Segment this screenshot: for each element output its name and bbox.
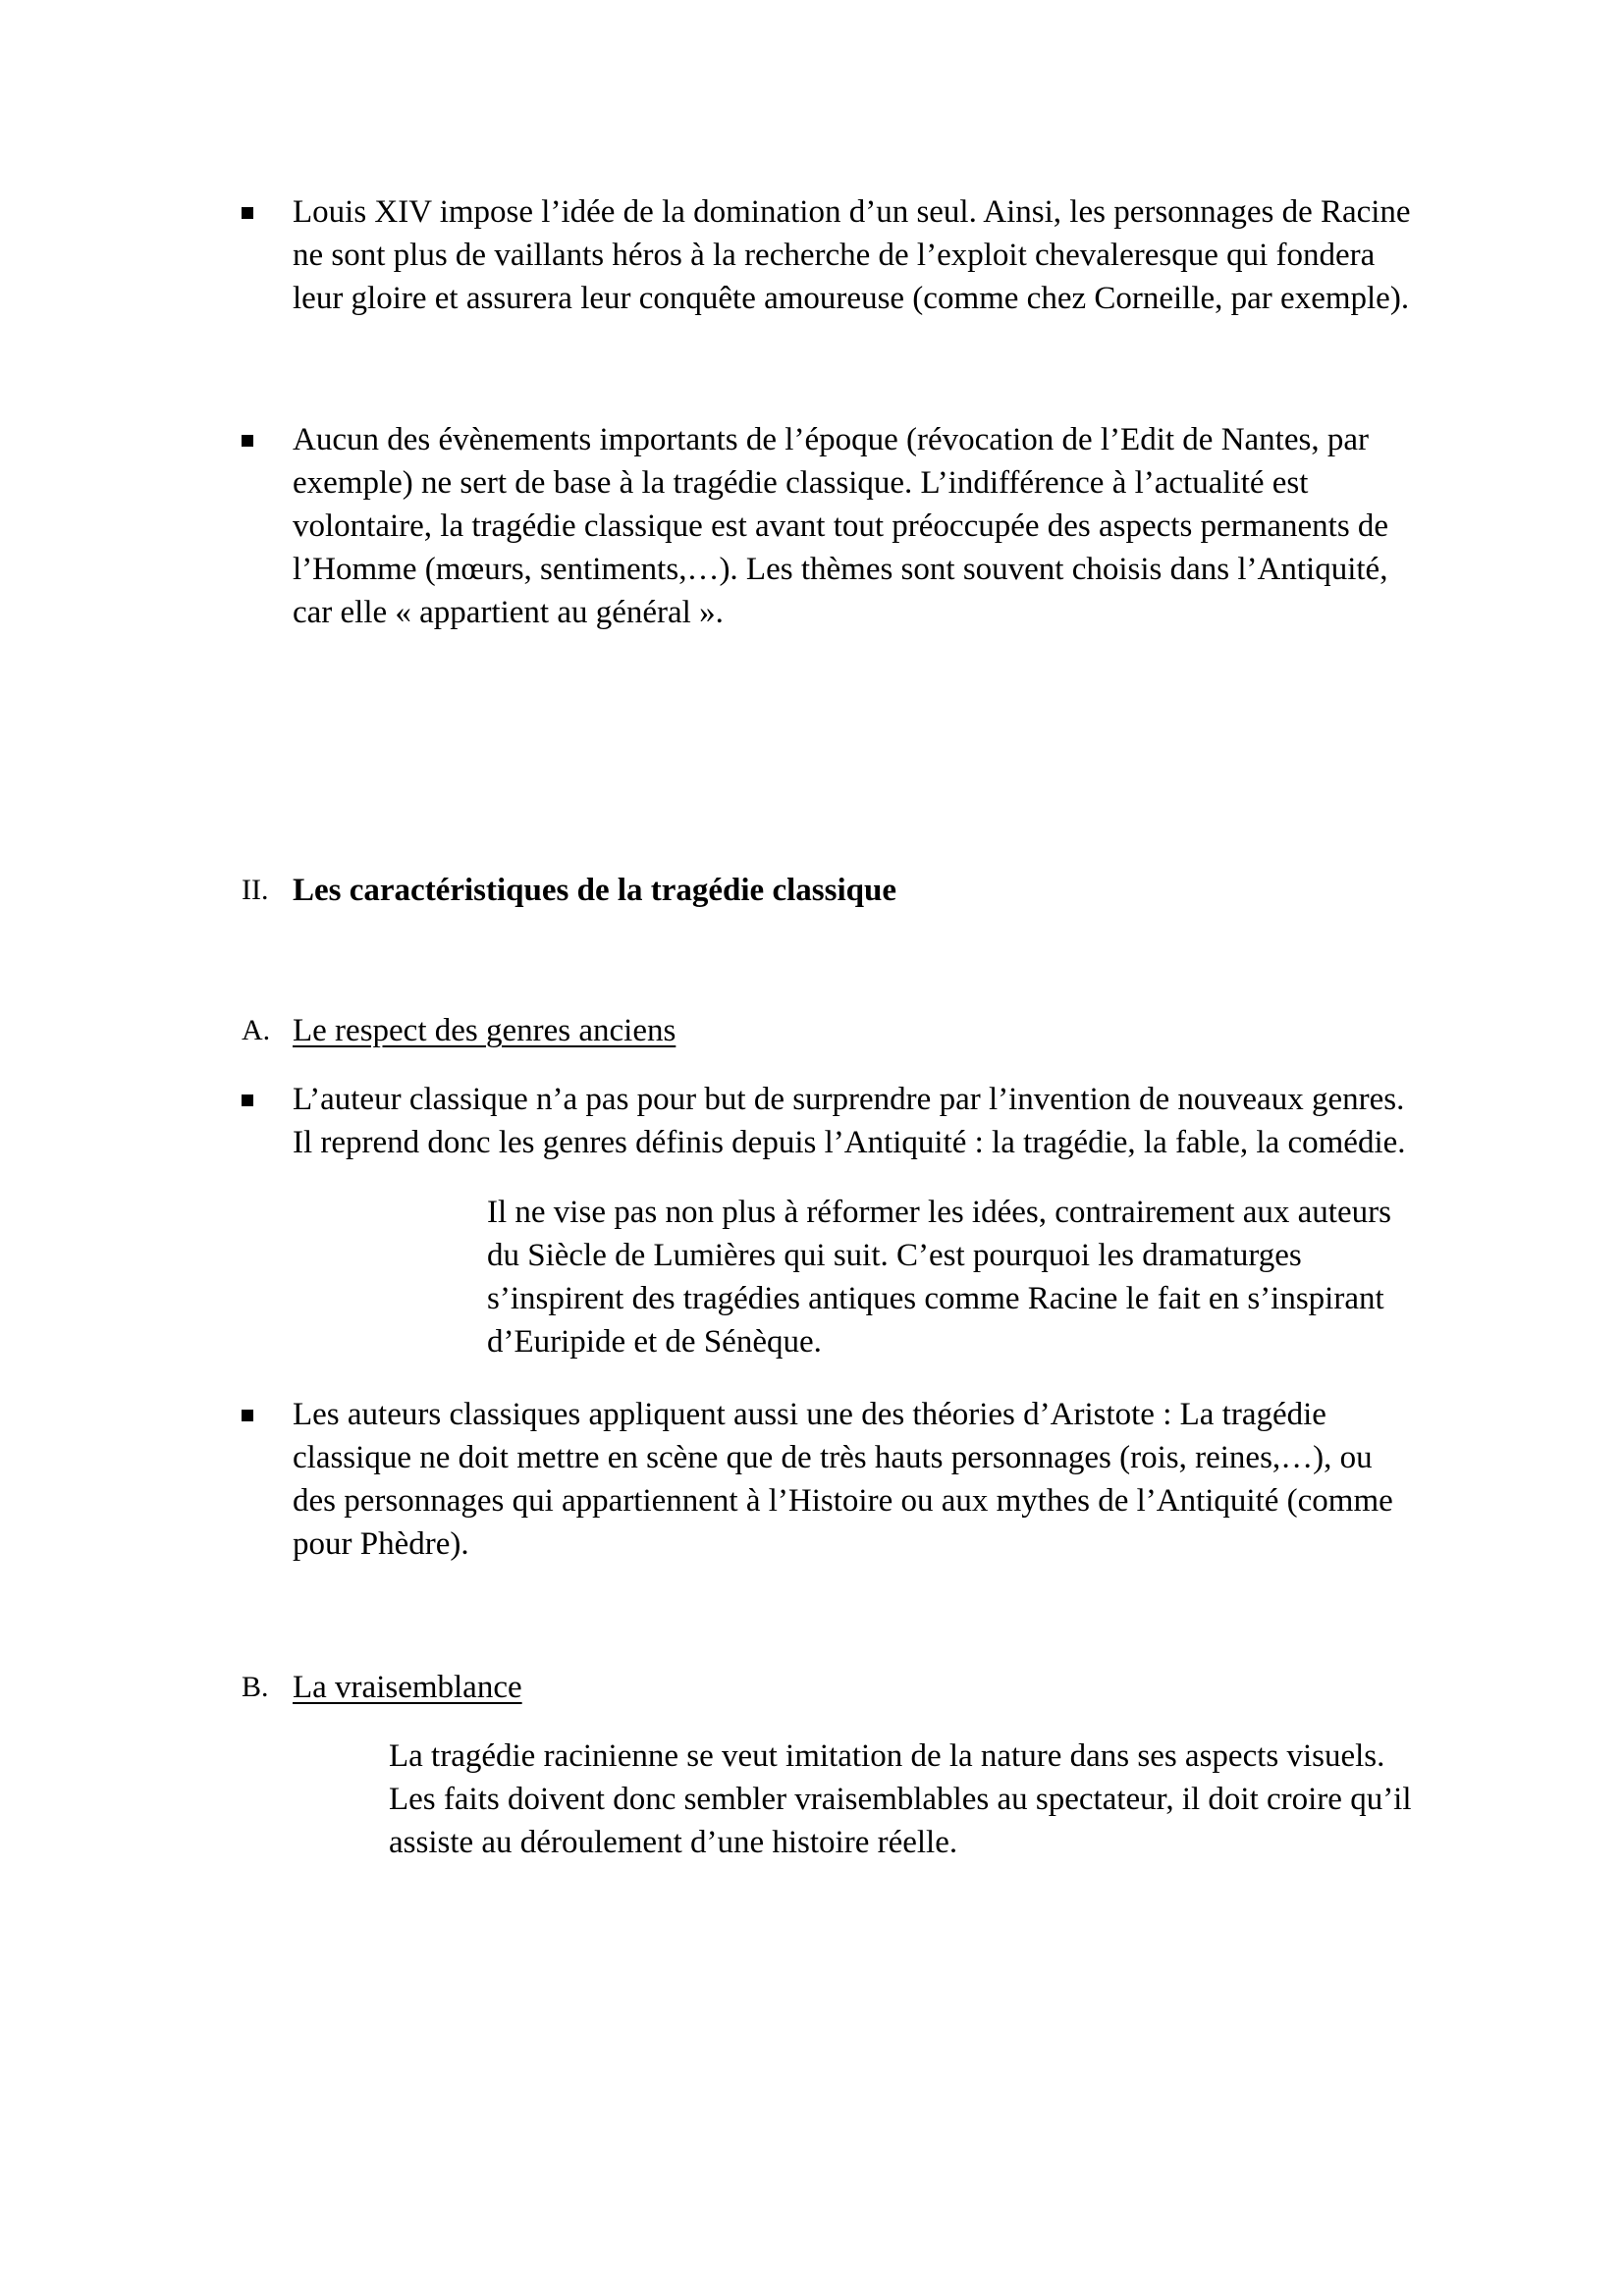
- text-line: Les auteurs classiques appliquent aussi une des théories d’Aristote : La tragédie: [293, 1397, 1326, 1432]
- subsection-letter: B.: [242, 1671, 269, 1703]
- vraisemblance-paragraph: [389, 1735, 1469, 1864]
- text-line: La tragédie racinienne se veut imitation de la nature dans ses aspects visuels.: [389, 1738, 1385, 1774]
- text-line: des personnages qui appartiennent à l’Histoire ou aux mythes de l’Antiquité (comme: [293, 1483, 1393, 1519]
- text-line: volontaire, la tragédie classique est avant tout préoccupée des aspects permanents de: [293, 508, 1389, 544]
- bullet-square-icon: [242, 1095, 253, 1106]
- text-line: exemple) ne sert de base à la tragédie classique. L’indifférence à l’actualité est: [293, 465, 1309, 501]
- paragraph-evenements: [293, 418, 1451, 634]
- paragraph-aristote: [293, 1393, 1451, 1566]
- subsection-letter: A.: [242, 1014, 271, 1046]
- text-line: Aucun des évènements importants de l’époque (révocation de l’Edit de Nantes, par: [293, 422, 1369, 457]
- text-line: car elle « appartient au général ».: [293, 595, 724, 630]
- bullet-square-icon: [242, 207, 253, 219]
- text-line: Il reprend donc les genres définis depuis l’Antiquité : la tragédie, la fable, la comédie.: [293, 1125, 1406, 1160]
- subsection-title: La vraisemblance: [293, 1670, 522, 1705]
- text-line: Il ne vise pas non plus à réformer les idées, contrairement aux auteurs: [487, 1195, 1391, 1230]
- indented-paragraph: [487, 1191, 1469, 1363]
- text-line: leur gloire et assurera leur conquête amoureuse (comme chez Corneille, par exemple).: [293, 281, 1410, 316]
- paragraph-auteur-classique: [293, 1078, 1451, 1164]
- text-line: l’Homme (mœurs, sentiments,…). Les thèmes sont souvent choisis dans l’Antiquité,: [293, 552, 1388, 587]
- text-line: s’inspirent des tragédies antiques comme Racine le fait en s’inspirant: [487, 1281, 1384, 1316]
- text-line: pour Phèdre).: [293, 1526, 469, 1562]
- text-line: du Siècle de Lumières qui suit. C’est pourquoi les dramaturges: [487, 1238, 1302, 1273]
- text-line: ne sont plus de vaillants héros à la recherche de l’exploit chevaleresque qui fondera: [293, 238, 1376, 273]
- section-title: Les caractéristiques de la tragédie classique: [293, 873, 896, 908]
- text-line: classique ne doit mettre en scène que de très hauts personnages (rois, reines,…), ou: [293, 1440, 1373, 1475]
- text-line: Les faits doivent donc sembler vraisemblables au spectateur, il doit croire qu’il: [389, 1782, 1412, 1817]
- text-line: Louis XIV impose l’idée de la domination d’un seul. Ainsi, les personnages de Racine: [293, 194, 1411, 230]
- text-line: L’auteur classique n’a pas pour but de surprendre par l’invention de nouveaux genres.: [293, 1082, 1405, 1117]
- bullet-square-icon: [242, 1410, 253, 1421]
- text-line: d’Euripide et de Sénèque.: [487, 1324, 822, 1360]
- paragraph-louis-xiv: [293, 190, 1451, 320]
- section-number: II.: [242, 874, 269, 906]
- text-line: assiste au déroulement d’une histoire réelle.: [389, 1825, 958, 1860]
- subsection-title: Le respect des genres anciens: [293, 1013, 676, 1048]
- bullet-square-icon: [242, 435, 253, 447]
